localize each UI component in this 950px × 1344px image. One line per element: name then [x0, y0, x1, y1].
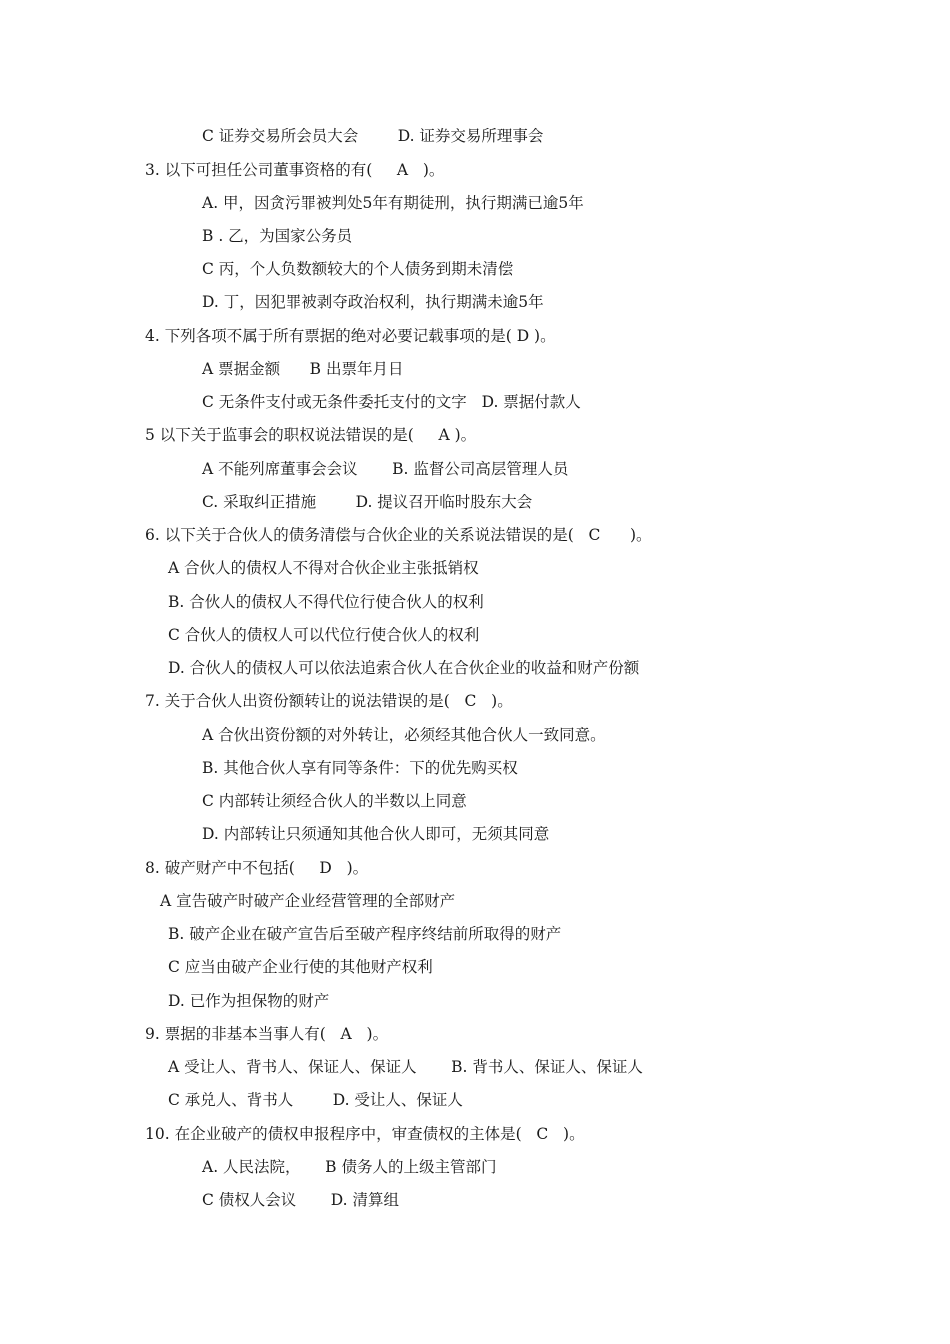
q7-option-c: C 内部转让须经合伙人的半数以上同意	[202, 792, 467, 810]
q3-question: 3. 以下可担任公司董事资格的有( A )。	[145, 161, 445, 179]
q10-options-cd: C 债权人会议 D. 清算组	[202, 1191, 400, 1209]
q5-options-ab: A 不能列席董事会会议 B. 监督公司高层管理人员	[202, 460, 569, 478]
q8-question: 8. 破产财产中不包括( D )。	[145, 859, 369, 877]
q5-options-cd: C. 采取纠正措施 D. 提议召开临时股东大会	[202, 493, 533, 511]
q4-options-cd: C 无条件支付或无条件委托支付的文字 D. 票据付款人	[202, 393, 581, 411]
q8-option-d: D. 已作为担保物的财产	[168, 992, 330, 1010]
q5-question: 5 以下关于监事会的职权说法错误的是( A )。	[145, 426, 477, 444]
q6-option-a: A 合伙人的债权人不得对合伙企业主张抵销权	[168, 559, 479, 577]
q4-question: 4. 下列各项不属于所有票据的绝对必要记载事项的是( D )。	[145, 327, 556, 345]
q7-option-a: A 合伙出资份额的对外转让，必须经其他合伙人一致同意。	[202, 726, 606, 744]
q9-options-cd: C 承兑人、背书人 D. 受让人、保证人	[168, 1091, 463, 1109]
q6-option-b: B. 合伙人的债权人不得代位行使合伙人的权利	[168, 593, 484, 611]
q3-option-b: B . 乙，为国家公务员	[202, 227, 353, 245]
q4-options-ab: A 票据金额 B 出票年月日	[202, 360, 404, 378]
q6-option-c: C 合伙人的债权人可以代位行使合伙人的权利	[168, 626, 480, 644]
q7-option-d: D. 内部转让只须通知其他合伙人即可，无须其同意	[202, 825, 550, 843]
q3-option-c: C 丙，个人负数额较大的个人债务到期未清偿	[202, 260, 514, 278]
q9-options-ab: A 受让人、背书人、保证人、保证人 B. 背书人、保证人、保证人	[168, 1058, 643, 1076]
q10-options-ab: A. 人民法院， B 债务人的上级主管部门	[202, 1158, 497, 1176]
q9-question: 9. 票据的非基本当事人有( A )。	[145, 1025, 389, 1043]
q10-question: 10. 在企业破产的债权申报程序中，审查债权的主体是( C )。	[145, 1125, 585, 1143]
q3-option-a: A. 甲，因贪污罪被判处5年有期徒刑，执行期满已逾5年	[202, 194, 584, 212]
q8-option-a: A 宣告破产时破产企业经营管理的全部财产	[160, 892, 456, 910]
q6-question: 6. 以下关于合伙人的债务清偿与合伙企业的关系说法错误的是( C )。	[145, 526, 652, 544]
q2-options-cd: C 证券交易所会员大会 D. 证券交易所理事会	[202, 127, 544, 145]
q6-option-d: D. 合伙人的债权人可以依法追索合伙人在合伙企业的收益和财产份额	[168, 659, 640, 677]
q8-option-c: C 应当由破产企业行使的其他财产权利	[168, 958, 433, 976]
q3-option-d: D. 丁，因犯罪被剥夺政治权利，执行期满未逾5年	[202, 293, 544, 311]
q8-option-b: B. 破产企业在破产宣告后至破产程序终结前所取得的财产	[168, 925, 562, 943]
q7-question: 7. 关于合伙人出资份额转让的说法错误的是( C )。	[145, 692, 513, 710]
q7-option-b: B. 其他合伙人享有同等条件：下的优先购买权	[202, 759, 518, 777]
